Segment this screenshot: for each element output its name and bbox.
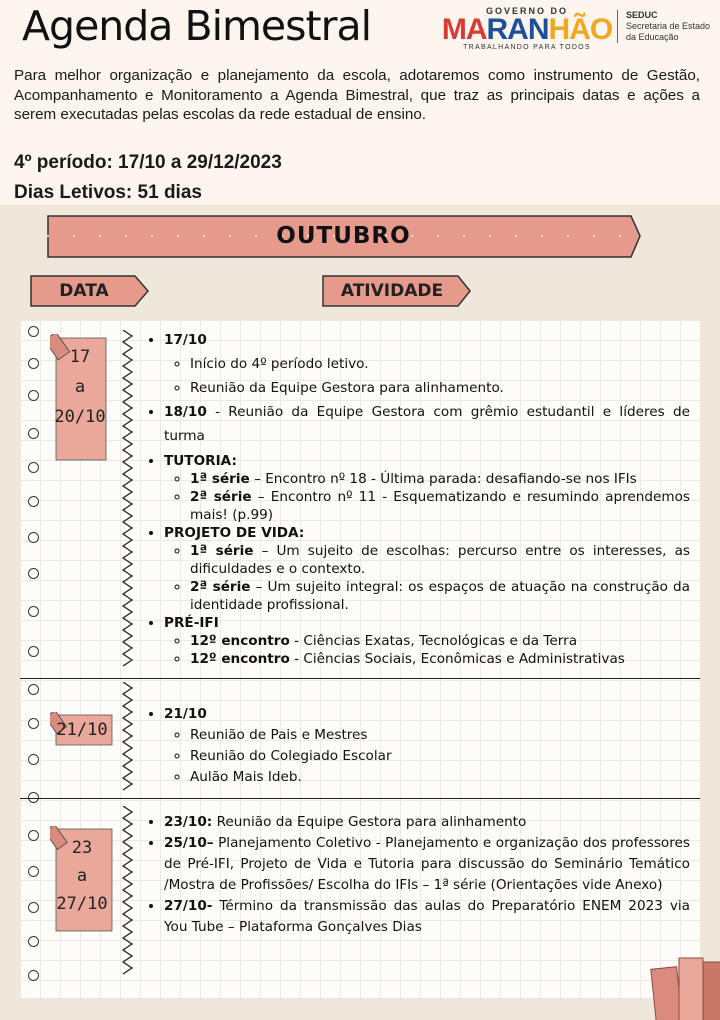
seduc-line2: da Educação bbox=[626, 32, 679, 42]
date-text: 21/10 bbox=[56, 720, 108, 740]
seduc-logo bbox=[617, 10, 710, 43]
date-note-21 bbox=[50, 712, 114, 748]
date-column-tag bbox=[30, 274, 150, 308]
activity-subitem: ◦ 1ª série – Encontro nº 18 - Última parada: desafiando-se nos IFIs bbox=[190, 470, 690, 488]
activity-subitem: ◦ Reunião de Pais e Mestres bbox=[190, 725, 690, 746]
period-info bbox=[14, 148, 282, 208]
governo-maranhao-logo bbox=[432, 6, 622, 56]
month-banner bbox=[46, 214, 641, 259]
activity-item: • 27/10- Término da transmissão das aulas do Preparatório ENEM 2023 via You Tube – Plataforma Gonçalves Dias bbox=[164, 896, 690, 938]
page-title: Agenda Bimestral bbox=[22, 2, 371, 50]
period-dates: 4º período: 17/10 a 29/12/2023 bbox=[14, 152, 282, 173]
activity-subitem: ◦ Início do 4º período letivo. bbox=[190, 352, 690, 376]
logo-top-text: GOVERNO DO bbox=[485, 6, 568, 16]
zigzag-separator bbox=[120, 806, 136, 976]
logo-main-text: MARANHÃO bbox=[441, 13, 613, 46]
activity-item: • 21/10 ◦ Reunião de Pais e Mestres ◦ Reunião do Colegiado Escolar ◦ Aulão Mais Ideb. bbox=[164, 704, 690, 788]
activity-list-section-1 bbox=[140, 328, 690, 668]
activity-subitem: ◦ 1ª série – Um sujeito de escolhas: percurso entre os interesses, as dificuldades e o contexto. bbox=[190, 542, 690, 578]
date-text: 17 a 20/10 bbox=[54, 347, 106, 427]
books-illustration bbox=[645, 940, 720, 1020]
date-text: 23 a 27/10 bbox=[56, 838, 108, 914]
date-note-23-27 bbox=[50, 826, 114, 934]
activity-subitem: ◦ 2ª série – Encontro nº 11 - Esquematizando e resumindo aprendemos mais! (p.99) bbox=[190, 488, 690, 524]
seduc-line1: Secretaria de Estado bbox=[626, 21, 711, 31]
activity-subitem: ◦ Reunião do Colegiado Escolar bbox=[190, 746, 690, 767]
activity-item: • 18/10 - Reunião da Equipe Gestora com grêmio estudantil e líderes de turma bbox=[164, 400, 690, 448]
activity-item: • PROJETO DE VIDA: ◦ 1ª série – Um sujeito de escolhas: percurso entre os interesses, as dificuldades e o contexto. ◦ 2ª série – Um sujeito integral: os espaços de atuação na construção da identidade profissional. bbox=[164, 524, 690, 614]
activity-column-label: ATIVIDADE bbox=[340, 281, 444, 301]
activity-list-section-2 bbox=[140, 704, 690, 788]
activity-subitem: ◦ 2ª série – Um sujeito integral: os espaços de atuação na construção da identidade profissional. bbox=[190, 578, 690, 614]
date-column-label: DATA bbox=[59, 281, 109, 301]
activity-item: • PRÉ-IFI ◦ 12º encontro - Ciências Exatas, Tecnológicas e da Terra ◦ 12º encontro - Ciências Sociais, Econômicas e Administrativas bbox=[164, 614, 690, 668]
binder-holes bbox=[28, 320, 44, 998]
school-days: Dias Letivos: 51 dias bbox=[14, 182, 202, 203]
logo-subtitle: TRABALHANDO PARA TODOS bbox=[463, 44, 591, 51]
activity-subitem: ◦ Reunião da Equipe Gestora para alinhamento. bbox=[190, 376, 690, 400]
section-divider bbox=[20, 798, 700, 799]
activity-subitem: ◦ Aulão Mais Ideb. bbox=[190, 767, 690, 788]
activity-list-section-3 bbox=[140, 812, 690, 938]
activity-subitem: ◦ 12º encontro - Ciências Exatas, Tecnológicas e da Terra bbox=[190, 632, 690, 650]
activity-column-tag bbox=[322, 274, 472, 308]
month-title: OUTUBRO bbox=[276, 223, 411, 249]
activity-item: • 17/10 ◦ Início do 4º período letivo. ◦ Reunião da Equipe Gestora para alinhamento. bbox=[164, 328, 690, 400]
section-divider bbox=[20, 678, 700, 679]
zigzag-separator bbox=[120, 682, 136, 792]
intro-paragraph: Para melhor organização e planejamento da escola, adotaremos como instrumento de Gestão, Acompanhamento e Monitoramento a Agenda Bimestral, que traz as principais datas e ações a serem executadas pelas escolas da rede estadual de ensino. bbox=[14, 67, 700, 123]
seduc-name: SEDUC bbox=[626, 10, 658, 20]
activity-subitem: ◦ 12º encontro - Ciências Sociais, Econômicas e Administrativas bbox=[190, 650, 690, 668]
activity-item: • TUTORIA: ◦ 1ª série – Encontro nº 18 - Última parada: desafiando-se nos IFIs ◦ 2ª série – Encontro nº 11 - Esquematizando e resumindo aprendemos mais! (p.99) bbox=[164, 452, 690, 524]
activity-item: • 25/10– Planejamento Coletivo - Planejamento e organização dos professores de Pré-IFI, Projeto de Vida e Tutoria para discussão do Seminário Temático /Mostra de Profissões/ Escolha do IFIs – 1ª série (Orientações vide Anexo) bbox=[164, 833, 690, 896]
date-note-17-20 bbox=[50, 334, 110, 462]
zigzag-separator bbox=[120, 330, 136, 670]
activity-item: • 23/10: Reunião da Equipe Gestora para alinhamento bbox=[164, 812, 690, 833]
